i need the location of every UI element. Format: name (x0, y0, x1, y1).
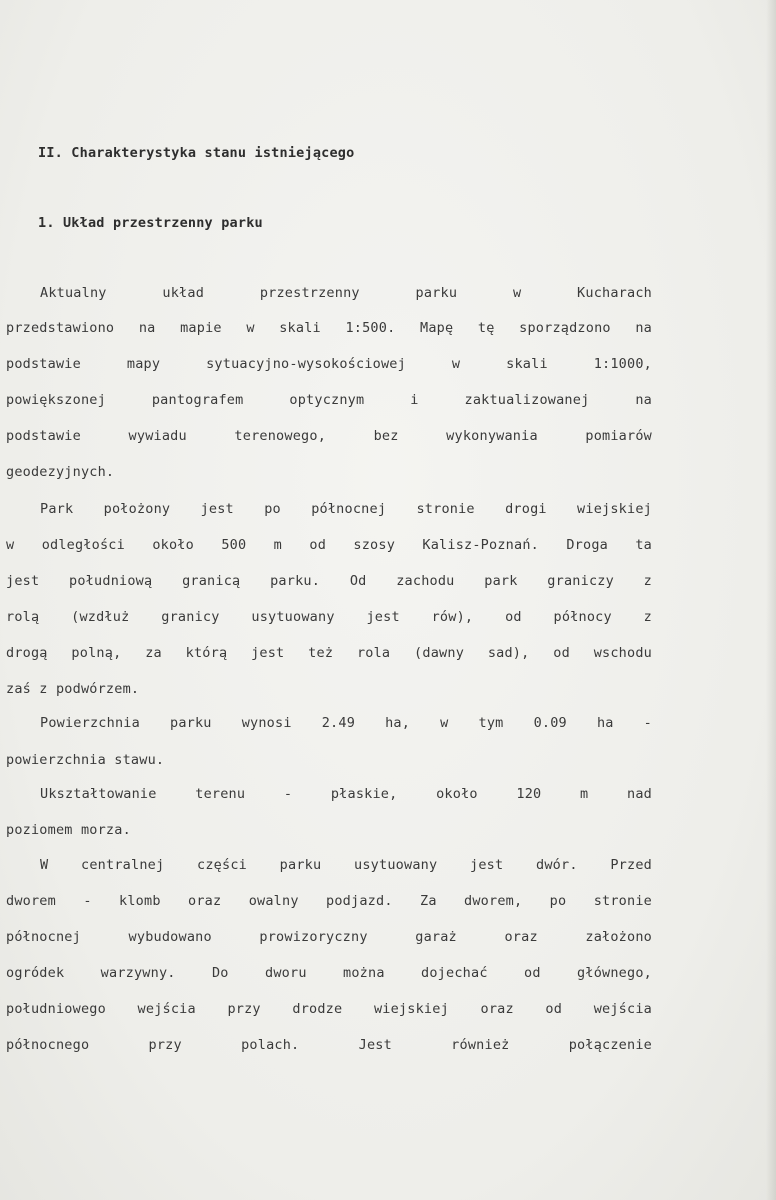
text-line: w odległości około 500 m od szosy Kalisz-Poznań. Droga ta (6, 537, 652, 553)
text-line: południowego wejścia przy drodze wiejskiej oraz od wejścia (6, 1001, 652, 1017)
text-line: geodezyjnych. (6, 464, 115, 480)
text-line: dworem - klomb oraz owalny podjazd. Za dworem, po stronie (6, 893, 652, 909)
text-line: przedstawiono na mapie w skali 1:500. Mapę tę sporządzono na (6, 320, 652, 336)
page-edge-shadow (766, 0, 776, 1200)
text-line: północnego przy polach. Jest również połączenie (6, 1037, 652, 1053)
subsection-heading: 1. Układ przestrzenny parku (38, 215, 263, 231)
text-line: zaś z podwórzem. (6, 681, 140, 697)
text-line: W centralnej części parku usytuowany jest dwór. Przed (40, 857, 652, 873)
text-line: podstawie mapy sytuacyjno-wysokościowej w skali 1:1000, (6, 356, 652, 372)
text-line: Ukształtowanie terenu - płaskie, około 120 m nad (40, 786, 652, 802)
text-line: Park położony jest po północnej stronie drogi wiejskiej (40, 501, 652, 517)
text-line: Aktualny układ przestrzenny parku w Kucharach (40, 285, 652, 301)
text-line: drogą polną, za którą jest też rola (dawny sad), od wschodu (6, 645, 652, 661)
text-line: podstawie wywiadu terenowego, bez wykonywania pomiarów (6, 428, 652, 444)
text-line: Powierzchnia parku wynosi 2.49 ha, w tym 0.09 ha - (40, 715, 652, 731)
text-line: powiększonej pantografem optycznym i zaktualizowanej na (6, 392, 652, 408)
text-line: północnej wybudowano prowizoryczny garaż oraz założono (6, 929, 652, 945)
section-heading: II. Charakterystyka stanu istniejącego (38, 145, 355, 161)
text-line: powierzchnia stawu. (6, 752, 165, 768)
text-line: jest południową granicą parku. Od zachodu park graniczy z (6, 573, 652, 589)
text-line: poziomem morza. (6, 822, 131, 838)
text-line: rolą (wzdłuż granicy usytuowany jest rów), od północy z (6, 609, 652, 625)
text-line: ogródek warzywny. Do dworu można dojechać od głównego, (6, 965, 652, 981)
